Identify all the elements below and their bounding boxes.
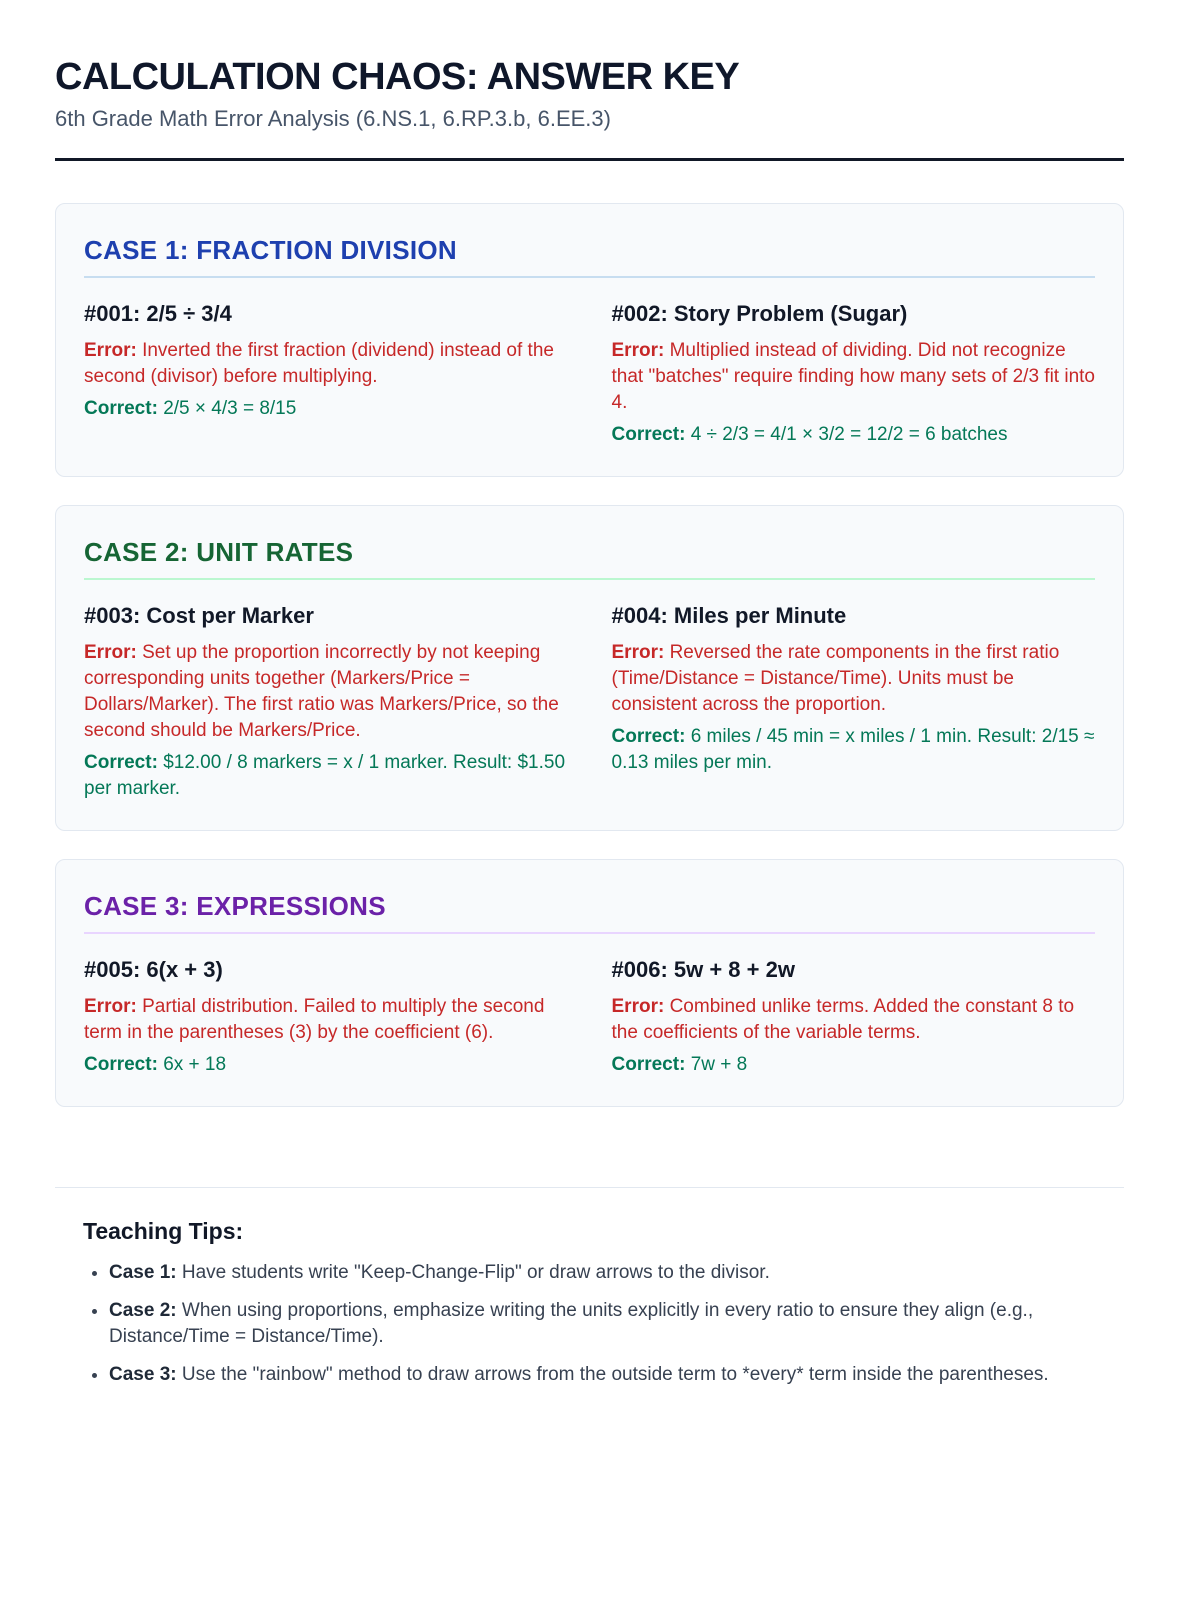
error-explanation (84, 338, 568, 390)
error-label: Error: (84, 642, 137, 663)
error-label: Error: (84, 996, 137, 1017)
correct-text: 4 ÷ 2/3 = 4/1 × 3/2 = 12/2 = 6 batches (690, 424, 1008, 445)
page-subtitle: 6th Grade Math Error Analysis (6.NS.1, 6.RP.3.b, 6.EE.3) (55, 106, 611, 131)
case-title: CASE 1: FRACTION DIVISION (84, 234, 1095, 278)
correct-label: Correct: (611, 424, 686, 445)
tips-list (83, 1260, 1096, 1388)
correct-text: $12.00 / 8 markers = x / 1 marker. Result: $1.50 per marker. (84, 752, 566, 799)
error-text: Combined unlike terms. Added the constant 8 to the coefficients of the variable terms. (611, 996, 1075, 1043)
tip-label: Case 3: (109, 1364, 177, 1385)
error-label: Error: (84, 340, 137, 361)
problem-001 (84, 300, 568, 448)
tip-text: Have students write "Keep-Change-Flip" or draw arrows to the divisor. (181, 1262, 770, 1283)
correct-answer (612, 724, 1096, 776)
correct-text: 6 miles / 45 min = x miles / 1 min. Result: 2/15 ≈ 0.13 miles per min. (611, 726, 1095, 773)
error-explanation (84, 994, 568, 1046)
error-explanation (612, 338, 1096, 416)
problem-title: #003: Cost per Marker (84, 603, 314, 628)
correct-text: 2/5 × 4/3 = 8/15 (163, 398, 297, 419)
problem-title: #001: 2/5 ÷ 3/4 (84, 301, 232, 326)
problem-grid (84, 300, 1095, 448)
tips-title: Teaching Tips: (83, 1218, 244, 1244)
case-title: CASE 3: EXPRESSIONS (84, 890, 1095, 934)
error-label: Error: (611, 996, 665, 1017)
correct-text: 6x + 18 (163, 1054, 227, 1075)
page-header (55, 0, 1124, 161)
correct-answer (84, 396, 568, 422)
error-text: Partial distribution. Failed to multiply the second term in the parentheses (3) by the coefficient (6). (84, 996, 545, 1043)
problem-grid (84, 956, 1095, 1078)
problem-title: #002: Story Problem (Sugar) (611, 301, 908, 326)
problem-002 (612, 300, 1096, 448)
tip-label: Case 1: (109, 1262, 177, 1283)
error-explanation (612, 640, 1096, 718)
case-card-fraction-division (55, 203, 1124, 477)
error-explanation (612, 994, 1096, 1046)
tip-item-case-1 (109, 1260, 1096, 1286)
correct-label: Correct: (611, 726, 686, 747)
error-text: Inverted the first fraction (dividend) instead of the second (divisor) before multiplying. (84, 340, 554, 387)
error-text: Reversed the rate components in the first ratio (Time/Distance = Distance/Time). Units must be consistent across the proportion. (611, 642, 1060, 715)
correct-answer (612, 422, 1096, 448)
problem-003 (84, 602, 568, 802)
case-card-unit-rates (55, 505, 1124, 831)
error-label: Error: (611, 340, 665, 361)
tip-text: Use the "rainbow" method to draw arrows from the outside term to *every* term inside the parentheses. (181, 1364, 1049, 1385)
correct-label: Correct: (84, 752, 158, 773)
teaching-tips (55, 1187, 1124, 1388)
tip-label: Case 2: (109, 1300, 177, 1321)
problem-title: #004: Miles per Minute (611, 603, 847, 628)
correct-label: Correct: (84, 1054, 158, 1075)
error-text: Multiplied instead of dividing. Did not recognize that "batches" require finding how many sets of 2/3 fit into 4. (611, 340, 1095, 413)
correct-text: 7w + 8 (690, 1054, 748, 1075)
problem-title: #005: 6(x + 3) (84, 957, 223, 982)
error-text: Set up the proportion incorrectly by not keeping corresponding units together (Markers/Price = Dollars/Marker). The first ratio was Markers/Price, so the second should be Markers/Price. (84, 642, 559, 741)
problem-title: #006: 5w + 8 + 2w (611, 957, 795, 982)
tip-item-case-2 (109, 1298, 1096, 1350)
problem-006 (612, 956, 1096, 1078)
case-card-expressions (55, 859, 1124, 1107)
correct-answer (612, 1052, 1096, 1078)
problem-005 (84, 956, 568, 1078)
problem-grid (84, 602, 1095, 802)
correct-answer (84, 750, 568, 802)
correct-label: Correct: (84, 398, 158, 419)
tip-item-case-3 (109, 1362, 1096, 1388)
error-label: Error: (611, 642, 665, 663)
correct-label: Correct: (611, 1054, 686, 1075)
error-explanation (84, 640, 568, 744)
page-title: CALCULATION CHAOS: ANSWER KEY (55, 56, 740, 98)
case-title: CASE 2: UNIT RATES (84, 536, 1095, 580)
correct-answer (84, 1052, 568, 1078)
tip-text: When using proportions, emphasize writing the units explicitly in every ratio to ensure they align (e.g., Distance/Time = Distance/Time). (109, 1300, 1034, 1347)
problem-004 (612, 602, 1096, 802)
